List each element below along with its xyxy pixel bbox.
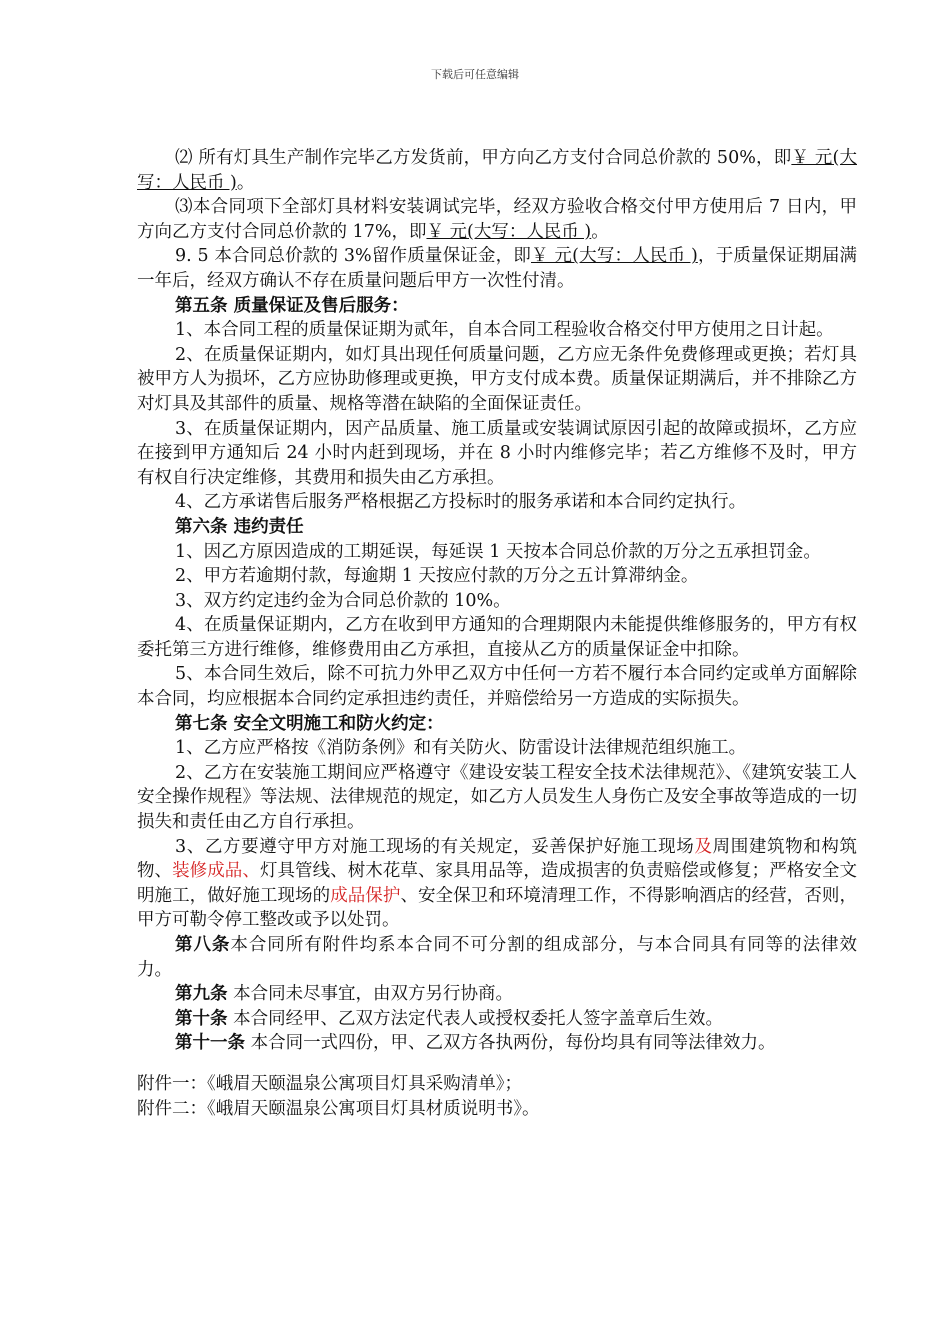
paragraph xyxy=(137,761,857,835)
paragraph-text: 2、甲方若逾期付款，每逾期 1 天按应付款的万分之五计算滞纳金。 xyxy=(175,566,699,587)
paragraph-text: 1、因乙方原因造成的工期延误，每延误 1 天按本合同总价款的万分之五承担罚金。 xyxy=(175,541,821,562)
paragraph-text: 2、乙方在安装施工期间应严格遵守《建设安装工程安全技术法律规范》、《建筑安装工人安全操作规程》等法规、法律规范的规定，如乙方人员发生人身伤亡及安全事故等造成的一切损失和责任由乙方自行承担。 xyxy=(137,762,857,833)
paragraph xyxy=(137,417,857,491)
page-header: 下载后可任意编辑 xyxy=(431,68,519,81)
paragraph xyxy=(137,564,857,589)
paragraph xyxy=(137,982,857,1007)
paragraph-text: 4、乙方承诺售后服务严格根据乙方投标时的服务承诺和本合同约定执行。 xyxy=(175,492,747,513)
paragraph xyxy=(137,490,857,515)
amount-blank: ￥ 元(大写：人民币 ) xyxy=(531,246,698,267)
paragraph xyxy=(137,662,857,711)
clause-heading: 第八条 xyxy=(175,935,231,955)
paragraph-text: 本合同所有附件均系本合同不可分割的组成部分，与本合同具有同等的法律效力。 xyxy=(137,935,857,980)
paragraph-text: 附件二：《峨眉天颐温泉公寓项目灯具材质说明书》。 xyxy=(137,1098,540,1119)
highlighted-text: 装修成品、 xyxy=(172,861,260,882)
paragraph xyxy=(137,613,857,662)
paragraph xyxy=(137,244,857,293)
paragraph-text: 周围建筑物和构筑物、 xyxy=(137,836,858,882)
paragraph-gap xyxy=(137,1056,857,1072)
paragraph-text: 本合同经甲、乙双方法定代表人或授权委托人签字盖章后生效。 xyxy=(227,1008,724,1029)
paragraph-text: 、安全保卫和环境清理工作，不得影响酒店的经营，否则，甲方可勒令停工整改或予以处罚。 xyxy=(137,885,857,931)
paragraph xyxy=(137,1072,857,1097)
paragraph xyxy=(137,515,857,540)
paragraph xyxy=(137,343,857,417)
paragraph xyxy=(137,294,857,319)
paragraph xyxy=(137,318,857,343)
clause-heading: 第五条 质量保证及售后服务： xyxy=(175,295,409,316)
paragraph xyxy=(137,146,857,195)
paragraph-text: 附件一：《峨眉天颐温泉公寓项目灯具采购清单》； xyxy=(137,1073,522,1094)
paragraph xyxy=(137,195,857,244)
paragraph-text: 。 xyxy=(591,221,609,242)
paragraph-text: 3、乙方要遵守甲方对施工现场的有关规定，妥善保护好施工现场 xyxy=(175,836,695,857)
paragraph-text: ，于质量保证期届满一年后，经双方确认不存在质量问题后甲方一次性付清。 xyxy=(137,246,858,291)
paragraph xyxy=(137,835,857,933)
paragraph-text: ⑶本合同项下全部灯具材料安装调试完毕，经双方验收合格交付甲方使用后 7 日内，甲方向乙方支付合同总价款的 17%，即 xyxy=(137,197,857,242)
clause-heading: 第十条 xyxy=(175,1008,228,1029)
amount-blank: ￥ 元(大写：人民币 ) xyxy=(137,148,857,193)
paragraph-text: 本合同未尽事宜，由双方另行协商。 xyxy=(227,984,514,1005)
paragraph xyxy=(137,540,857,565)
paragraph-text: 4、在质量保证期内，乙方在收到甲方通知的合理期限内未能提供维修服务的，甲方有权委托第三方进行维修，维修费用由乙方承担，直接从乙方的质量保证金中扣除。 xyxy=(137,615,857,660)
paragraph-text: 本合同一式四份，甲、乙双方各执两份，每份均具有同等法律效力。 xyxy=(245,1033,776,1054)
paragraph-text: 5、本合同生效后，除不可抗力外甲乙双方中任何一方若不履行本合同约定或单方面解除本合同，均应根据本合同约定承担违约责任，并赔偿给另一方造成的实际损失。 xyxy=(137,664,857,710)
paragraph xyxy=(137,589,857,614)
paragraph xyxy=(137,1007,857,1032)
paragraph xyxy=(137,736,857,761)
clause-heading: 第九条 xyxy=(175,984,228,1005)
paragraph-text: 3、双方约定违约金为合同总价款的 10%。 xyxy=(175,590,511,611)
clause-heading: 第十一条 xyxy=(175,1033,245,1054)
paragraph xyxy=(137,1097,857,1122)
paragraph-text: 灯具管线、树木花草、家具用品等，造成损害的负责赔偿或修复；严格安全文明施工，做好施工现场的 xyxy=(137,861,857,906)
paragraph-text: 2、在质量保证期内，如灯具出现任何质量问题，乙方应无条件免费修理或更换；若灯具被甲方人为损坏，乙方应协助修理或更换，甲方支付成本费。质量保证期满后，并不排除乙方对灯具及其部件的质量、规格等潜在缺陷的全面保证责任。 xyxy=(137,344,857,414)
paragraph xyxy=(137,712,857,737)
paragraph-text: 1、本合同工程的质量保证期为贰年，自本合同工程验收合格交付甲方使用之日计起。 xyxy=(175,320,834,341)
paragraph-text: 3、在质量保证期内，因产品质量、施工质量或安装调试原因引起的故障或损坏，乙方应在接到甲方通知后 24 小时内赶到现场，并在 8 小时内维修完毕；若乙方维修不及时，甲方有权自行决定维修，其费用和损失由乙方承担。 xyxy=(137,418,857,488)
document-body xyxy=(137,146,857,1121)
paragraph-text: ⑵ 所有灯具生产制作完毕乙方发货前，甲方向乙方支付合同总价款的 50%，即 xyxy=(175,148,792,168)
paragraph xyxy=(137,1031,857,1056)
paragraph-text: 。 xyxy=(236,172,255,193)
clause-heading: 第七条 安全文明施工和防火约定： xyxy=(175,713,444,734)
highlighted-text: 成品保护 xyxy=(330,885,401,906)
paragraph xyxy=(137,933,857,982)
highlighted-text: 及 xyxy=(694,836,713,857)
paragraph-text: 9. 5 本合同总价款的 3%留作质量保证金，即 xyxy=(175,246,531,267)
clause-heading: 第六条 违约责任 xyxy=(175,516,304,537)
paragraph-text: 1、乙方应严格按《消防条例》和有关防火、防雷设计法律规范组织施工。 xyxy=(175,738,747,759)
amount-blank: ￥ 元(大写：人民币 ) xyxy=(426,221,592,242)
